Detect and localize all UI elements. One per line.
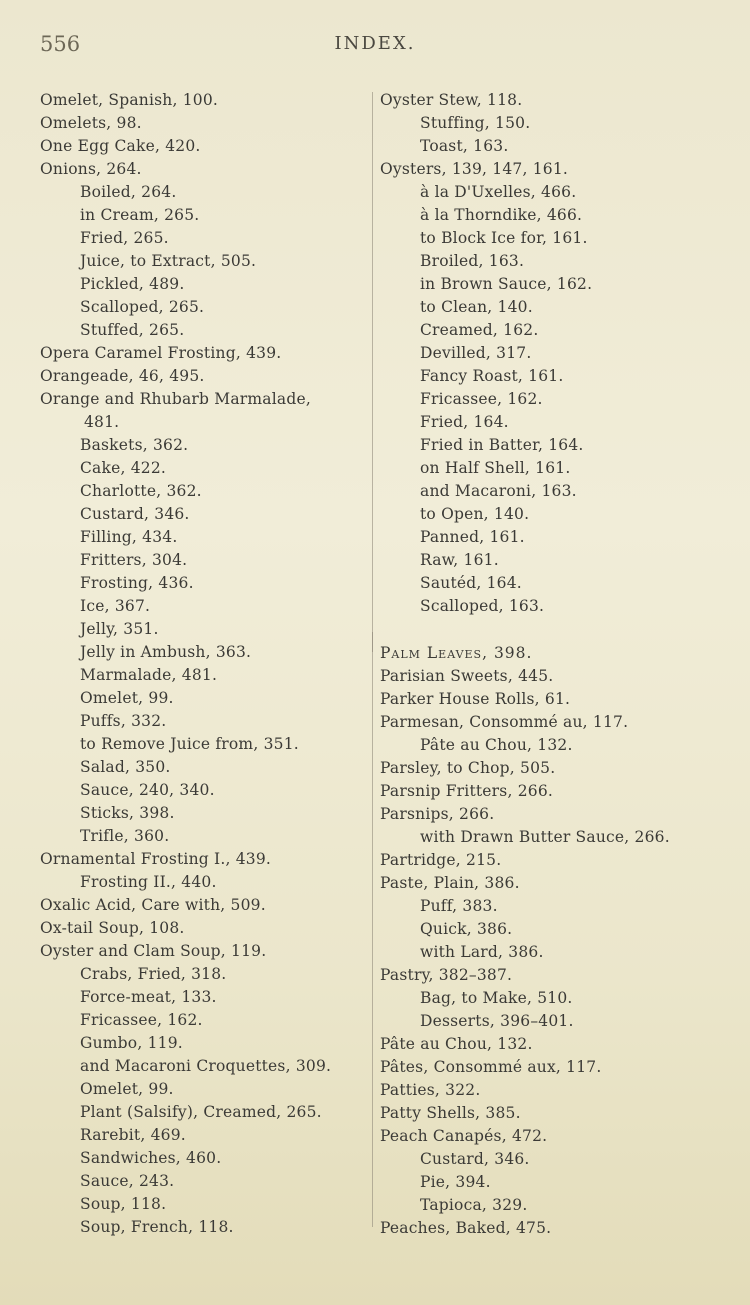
index-subentry: and Macaroni, 163.	[420, 482, 577, 500]
index-subentry: Custard, 346.	[80, 505, 190, 523]
index-entry: Pâtes, Consommé aux, 117.	[380, 1058, 602, 1076]
index-subentry: Creamed, 162.	[420, 321, 539, 339]
index-subentry: and Macaroni Croquettes, 309.	[80, 1057, 332, 1075]
index-subentry: Force-meat, 133.	[80, 988, 217, 1006]
index-subentry: Fried, 164.	[420, 413, 509, 431]
index-subentry: Gumbo, 119.	[80, 1034, 183, 1052]
index-subentry: to Remove Juice from, 351.	[80, 735, 299, 753]
index-subentry: Puffs, 332.	[80, 712, 167, 730]
index-subentry: Boiled, 264.	[80, 183, 177, 201]
index-subentry: Omelet, 99.	[80, 1080, 174, 1098]
index-entry: Omelet, Spanish, 100.	[40, 91, 219, 109]
index-subentry: Sautéd, 164.	[420, 574, 522, 592]
index-subentry: Frosting, 436.	[80, 574, 194, 592]
column-divider-top	[372, 92, 373, 652]
index-subentry: Sandwiches, 460.	[80, 1149, 222, 1167]
index-entry: Onions, 264.	[40, 160, 142, 178]
index-subentry: Cake, 422.	[80, 459, 167, 477]
index-entry: Parsnips, 266.	[380, 805, 495, 823]
index-subentry: Rarebit, 469.	[80, 1126, 186, 1144]
index-subentry: Filling, 434.	[80, 528, 178, 546]
index-entry: Peaches, Baked, 475.	[380, 1219, 552, 1237]
index-subentry: Jelly, 351.	[80, 620, 159, 638]
index-subentry: Broiled, 163.	[420, 252, 525, 270]
index-subentry: Scalloped, 163.	[420, 597, 545, 615]
index-subentry: Salad, 350.	[80, 758, 171, 776]
index-entry: Oxalic Acid, Care with, 509.	[40, 896, 266, 914]
index-subentry: to Open, 140.	[420, 505, 530, 523]
index-subentry: Fancy Roast, 161.	[420, 367, 564, 385]
index-subentry: Jelly in Ambush, 363.	[80, 643, 252, 661]
index-subentry: Crabs, Fried, 318.	[80, 965, 227, 983]
index-subentry: Puff, 383.	[420, 897, 498, 915]
index-subentry: Fritters, 304.	[80, 551, 188, 569]
index-subentry: Omelet, 99.	[80, 689, 174, 707]
index-subentry: Quick, 386.	[420, 920, 513, 938]
index-subentry: Ice, 367.	[80, 597, 151, 615]
index-subentry: Soup, French, 118.	[80, 1218, 234, 1236]
index-subentry: with Lard, 386.	[420, 943, 544, 961]
index-entry: Parsnip Fritters, 266.	[380, 782, 554, 800]
index-subentry: in Brown Sauce, 162.	[420, 275, 593, 293]
index-entry: Orange and Rhubarb Marmalade,	[40, 390, 311, 408]
index-subentry: Fricassee, 162.	[80, 1011, 203, 1029]
index-subentry: in Cream, 265.	[80, 206, 200, 224]
index-subentry: à la Thorndike, 466.	[420, 206, 583, 224]
index-subentry: on Half Shell, 161.	[420, 459, 571, 477]
index-subentry: à la D'Uxelles, 466.	[420, 183, 577, 201]
index-subentry: Panned, 161.	[420, 528, 525, 546]
index-subentry: Charlotte, 362.	[80, 482, 202, 500]
index-subentry: Scalloped, 265.	[80, 298, 205, 316]
index-entry: Parisian Sweets, 445.	[380, 667, 554, 685]
index-subentry: Sauce, 243.	[80, 1172, 175, 1190]
index-entry: Oyster Stew, 118.	[380, 91, 523, 109]
section-gap	[380, 618, 740, 642]
index-subentry: Juice, to Extract, 505.	[80, 252, 257, 270]
index-entry: Paste, Plain, 386.	[380, 874, 520, 892]
index-entry: Omelets, 98.	[40, 114, 142, 132]
index-entry: Patties, 322.	[380, 1081, 481, 1099]
index-subentry: Tapioca, 329.	[420, 1196, 528, 1214]
index-entry: Partridge, 215.	[380, 851, 502, 869]
index-subentry: Plant (Salsify), Creamed, 265.	[80, 1103, 322, 1121]
index-subentry: Fried, 265.	[80, 229, 169, 247]
column-divider-bottom	[372, 632, 373, 1227]
index-subentry: Stuffing, 150.	[420, 114, 531, 132]
index-entry: Parker House Rolls, 61.	[380, 690, 571, 708]
index-entry: Pâte au Chou, 132.	[380, 1035, 533, 1053]
running-head: INDEX.	[334, 33, 416, 54]
index-subentry: Marmalade, 481.	[80, 666, 218, 684]
index-subentry: 481.	[84, 413, 120, 431]
index-subentry: Soup, 118.	[80, 1195, 167, 1213]
index-subentry: Baskets, 362.	[80, 436, 189, 454]
index-subentry: Sauce, 240, 340.	[80, 781, 215, 799]
index-subentry: Stuffed, 265.	[80, 321, 185, 339]
index-subentry: to Block Ice for, 161.	[420, 229, 588, 247]
index-subentry: with Drawn Butter Sauce, 266.	[420, 828, 670, 846]
index-subentry: Pickled, 489.	[80, 275, 185, 293]
index-subentry: Bag, to Make, 510.	[420, 989, 573, 1007]
index-subentry: Frosting II., 440.	[80, 873, 217, 891]
index-entry: Parsley, to Chop, 505.	[380, 759, 556, 777]
index-entry: Orangeade, 46, 495.	[40, 367, 205, 385]
index-subentry: Desserts, 396–401.	[420, 1012, 574, 1030]
index-subentry: to Clean, 140.	[420, 298, 533, 316]
page-header	[0, 30, 750, 60]
index-entry: One Egg Cake, 420.	[40, 137, 201, 155]
index-entry: Oyster and Clam Soup, 119.	[40, 942, 267, 960]
index-subentry: Fricassee, 162.	[420, 390, 543, 408]
index-entry: Opera Caramel Frosting, 439.	[40, 344, 282, 362]
index-entry: Ornamental Frosting I., 439.	[40, 850, 272, 868]
index-subentry: Fried in Batter, 164.	[420, 436, 584, 454]
index-subentry: Trifle, 360.	[80, 827, 170, 845]
index-subentry: Raw, 161.	[420, 551, 499, 569]
index-entry: Parmesan, Consommé au, 117.	[380, 713, 629, 731]
page-number: 556	[40, 32, 81, 56]
index-subentry: Custard, 346.	[420, 1150, 530, 1168]
index-subentry: Pâte au Chou, 132.	[420, 736, 573, 754]
index-entry: Pastry, 382–387.	[380, 966, 513, 984]
index-entry: Peach Canapés, 472.	[380, 1127, 548, 1145]
index-entry: Patty Shells, 385.	[380, 1104, 521, 1122]
index-right-column	[380, 89, 740, 1240]
index-subentry: Toast, 163.	[420, 137, 509, 155]
index-left-column	[40, 89, 370, 1239]
index-entry: Oysters, 139, 147, 161.	[380, 160, 569, 178]
index-subentry: Sticks, 398.	[80, 804, 175, 822]
index-subentry: Devilled, 317.	[420, 344, 532, 362]
index-entry: Palm Leaves, 398.	[380, 644, 533, 662]
index-subentry: Pie, 394.	[420, 1173, 491, 1191]
index-entry: Ox-tail Soup, 108.	[40, 919, 185, 937]
